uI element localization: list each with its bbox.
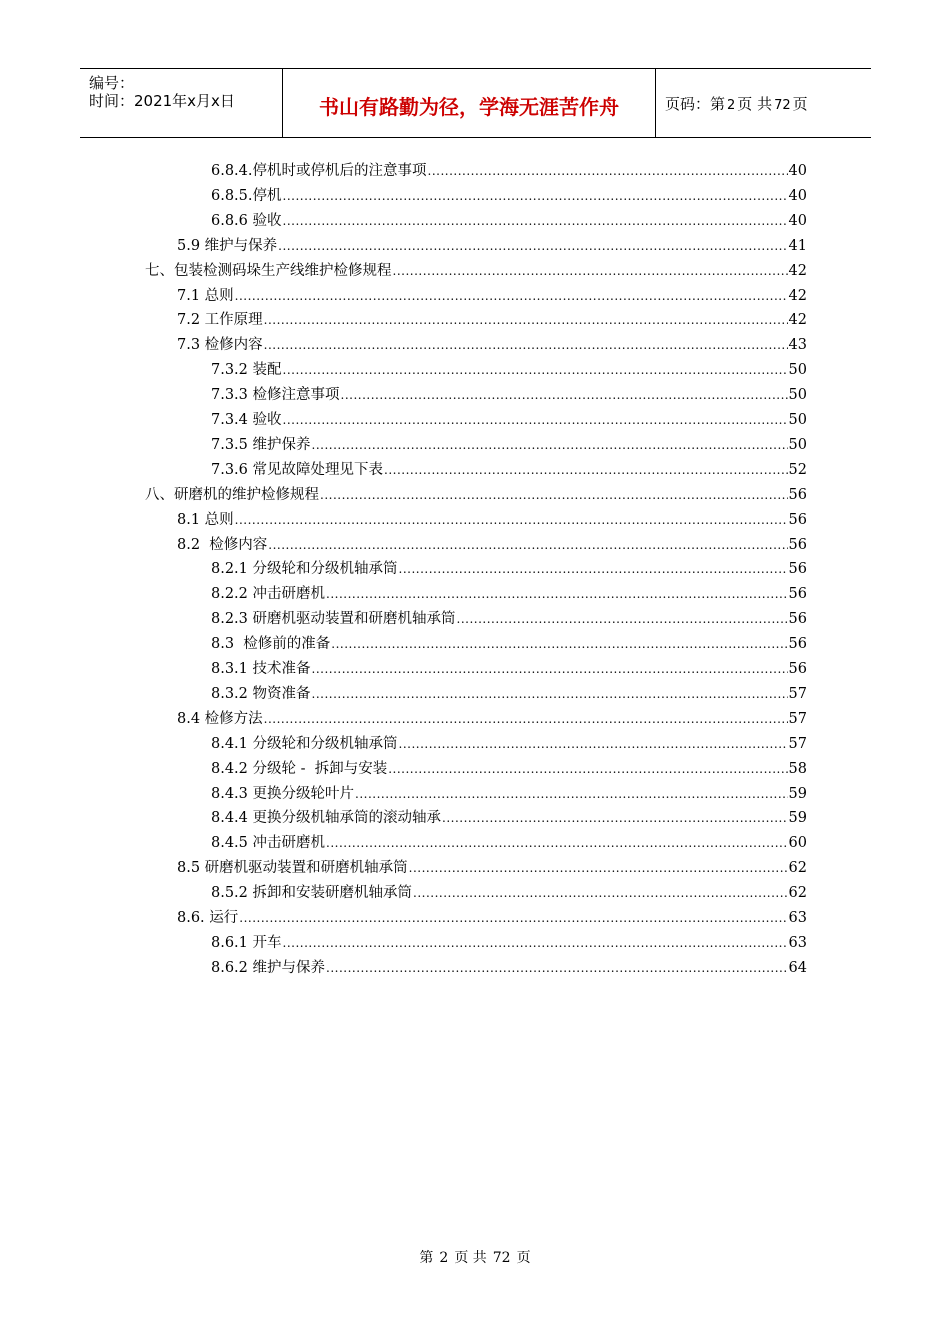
toc-entry-page: 63 [788,910,807,926]
toc-entry[interactable] [0,408,950,432]
toc-entry[interactable] [0,383,950,407]
toc-entry-page: 50 [788,362,807,379]
number-label: 编号： [89,74,135,92]
toc-entry[interactable] [0,533,950,557]
toc-leader-dots [326,831,788,855]
toc-entry-title: 7.1 总则 [177,287,234,304]
toc-entry-page: 40 [788,163,807,179]
toc-entry[interactable] [0,707,950,731]
toc-entry-title: 7.3.5 维护保养 [211,436,311,453]
toc-entry-title: 8.4.4 更换分级机轴承筒的滚动轴承 [211,810,442,827]
toc-leader-dots [320,483,788,507]
header-motto-cell [283,69,656,137]
toc-leader-dots [457,607,788,631]
toc-entry-title: 8.4.2 分级轮 - 拆卸与安装 [211,760,388,777]
toc-entry[interactable] [0,782,950,806]
toc-entry-title: 8.3.2 物资准备 [211,685,311,702]
toc-entry-page: 41 [788,237,807,254]
page-total: 72 [774,98,791,113]
toc-entry[interactable] [0,956,950,980]
toc-entry-title: 7.3.6 常见故障处理见下表 [211,461,384,478]
page-footer [0,1247,950,1267]
toc-entry-page: 56 [788,511,807,528]
toc-entry-title: 8.4 检修方法 [177,710,263,727]
toc-entry-page: 56 [788,486,807,503]
toc-entry[interactable] [0,234,950,258]
toc-entry[interactable] [0,657,950,681]
toc-entry[interactable] [0,632,950,656]
toc-leader-dots [283,931,788,955]
toc-entry[interactable] [0,931,950,955]
toc-entry-page: 59 [788,785,807,802]
toc-entry-page: 56 [788,561,807,578]
toc-entry-title: 8.3.1 技术准备 [211,661,311,677]
toc-leader-dots [312,657,788,681]
toc-entry-page: 42 [788,287,807,304]
toc-leader-dots [283,358,788,382]
toc-entry[interactable] [0,184,950,208]
toc-leader-dots [235,284,788,308]
toc-entry-page: 62 [788,885,807,902]
toc-entry[interactable] [0,458,950,482]
footer-current: 2 [439,1250,449,1266]
toc-entry-page: 57 [788,735,807,752]
toc-entry[interactable] [0,582,950,606]
toc-leader-dots [235,508,788,532]
toc-leader-dots [283,408,788,432]
toc-entry-title: 8.5.2 拆卸和安装研磨机轴承筒 [211,885,413,902]
toc-entry[interactable] [0,308,950,332]
toc-entry-title: 5.9 维护与保养 [177,237,278,254]
toc-entry-page: 56 [788,661,807,677]
footer-total: 72 [492,1250,511,1266]
motto-text: 书山有路勤为径，学海无涯苦作舟 [319,95,619,119]
toc-entry-page: 59 [788,810,807,827]
toc-entry[interactable] [0,831,950,855]
toc-entry[interactable] [0,856,950,880]
toc-entry[interactable] [0,557,950,581]
toc-leader-dots [283,209,788,233]
toc-entry[interactable] [0,757,950,781]
toc-entry-title: 7.3.3 检修注意事项 [211,387,340,404]
toc-entry-page: 40 [788,187,807,204]
date-label: 时间：2021年x月x日 [89,92,235,110]
page-label-mid: 页 共 [737,95,773,113]
toc-entry-title: 8.2.2 冲击研磨机 [211,586,326,603]
toc-leader-dots [409,856,788,880]
toc-entry-title: 8.4.5 冲击研磨机 [211,835,326,852]
toc-entry[interactable] [0,732,950,756]
toc-entry-title: 8.2.1 分级轮和分级机轴承筒 [211,561,398,578]
toc-leader-dots [399,732,788,756]
toc-entry-title: 7.3.4 验收 [211,412,282,428]
toc-leader-dots [312,682,788,706]
toc-entry-page: 56 [788,611,807,628]
toc-entry[interactable] [0,906,950,930]
toc-entry[interactable] [0,508,950,532]
toc-entry[interactable] [0,682,950,706]
toc-entry-page: 56 [788,536,807,553]
toc-entry[interactable] [0,358,950,382]
toc-entry-page: 42 [788,262,807,279]
page-current: 2 [727,98,736,113]
toc-entry-title: 6.8.6 验收 [211,212,282,229]
toc-entry-title: 6.8.4.停机时或停机后的注意事项 [211,163,427,179]
toc-leader-dots [326,956,788,980]
toc-leader-dots [239,906,787,930]
toc-leader-dots [341,383,788,407]
toc-entry-title: 6.8.5.停机 [211,187,282,204]
toc-entry-title: 8.5 研磨机驱动装置和研磨机轴承筒 [177,860,408,877]
toc-entry[interactable] [0,333,950,357]
toc-entry-title: 8.6.1 开车 [211,934,282,951]
toc-entry-title: 8.3 检修前的准备 [211,636,331,653]
header-meta-cell [80,69,283,137]
toc-leader-dots [278,234,787,258]
footer-suffix: 页 [516,1250,531,1266]
toc-entry-page: 57 [788,710,807,727]
toc-entry-title: 8.4.3 更换分级轮叶片 [211,785,355,802]
toc-entry[interactable] [0,259,950,283]
toc-entry-page: 56 [788,586,807,603]
toc-entry-title: 8.2.3 研磨机驱动装置和研磨机轴承筒 [211,611,456,628]
toc-entry-title: 7.3.2 装配 [211,362,282,379]
toc-entry-title: 七、包装检测码垛生产线维护检修规程 [145,262,392,279]
toc-entry-page: 50 [788,436,807,453]
toc-leader-dots [312,433,788,457]
toc-leader-dots [268,533,787,557]
toc-leader-dots [283,184,788,208]
toc-leader-dots [442,806,788,830]
toc-entry[interactable] [0,433,950,457]
toc-entry[interactable] [0,209,950,233]
toc-entry-title: 7.3 检修内容 [177,337,263,354]
toc-entry-title: 8.6. 运行 [177,910,239,926]
toc-entry-title: 7.2 工作原理 [177,312,263,329]
toc-entry[interactable] [0,881,950,905]
toc-entry-page: 63 [788,934,807,951]
toc-leader-dots [384,458,788,482]
toc-entry[interactable] [0,284,950,308]
toc-entry-title: 8.2 检修内容 [177,536,268,553]
toc-entry[interactable] [0,607,950,631]
toc-leader-dots [428,159,788,183]
toc-leader-dots [264,308,788,332]
toc-entry-page: 42 [788,312,807,329]
toc-entry-page: 40 [788,212,807,229]
toc-entry-title: 八、研磨机的维护检修规程 [145,486,319,503]
toc-entry-page: 50 [788,412,807,428]
toc-entry[interactable] [0,159,950,183]
toc-entry-page: 60 [788,835,807,852]
page-label-prefix: 页码：第 [665,95,726,113]
page-label-suffix: 页 [792,95,808,113]
toc-entry-page: 57 [788,685,807,702]
toc-entry[interactable] [0,483,950,507]
toc-entry-page: 52 [788,461,807,478]
toc-leader-dots [326,582,788,606]
footer-mid: 页 共 [454,1250,487,1266]
toc-leader-dots [399,557,788,581]
toc-entry-title: 8.4.1 分级轮和分级机轴承筒 [211,735,398,752]
page-header [80,68,871,138]
toc-entry-title: 8.1 总则 [177,511,234,528]
toc-leader-dots [388,757,787,781]
footer-prefix: 第 [419,1250,434,1266]
toc-entry-page: 50 [788,387,807,404]
toc-leader-dots [393,259,788,283]
header-page-number [665,93,808,114]
toc-entry-page: 58 [788,760,807,777]
toc-entry[interactable] [0,806,950,830]
toc-entry-page: 56 [788,636,807,653]
toc-entry-title: 8.6.2 维护与保养 [211,959,326,976]
toc-leader-dots [264,333,788,357]
toc-leader-dots [413,881,788,905]
toc-entry-page: 62 [788,860,807,877]
toc-entry-page: 43 [788,337,807,354]
toc-leader-dots [355,782,788,806]
toc-entry-page: 64 [788,959,807,976]
toc-leader-dots [331,632,787,656]
toc-leader-dots [264,707,788,731]
